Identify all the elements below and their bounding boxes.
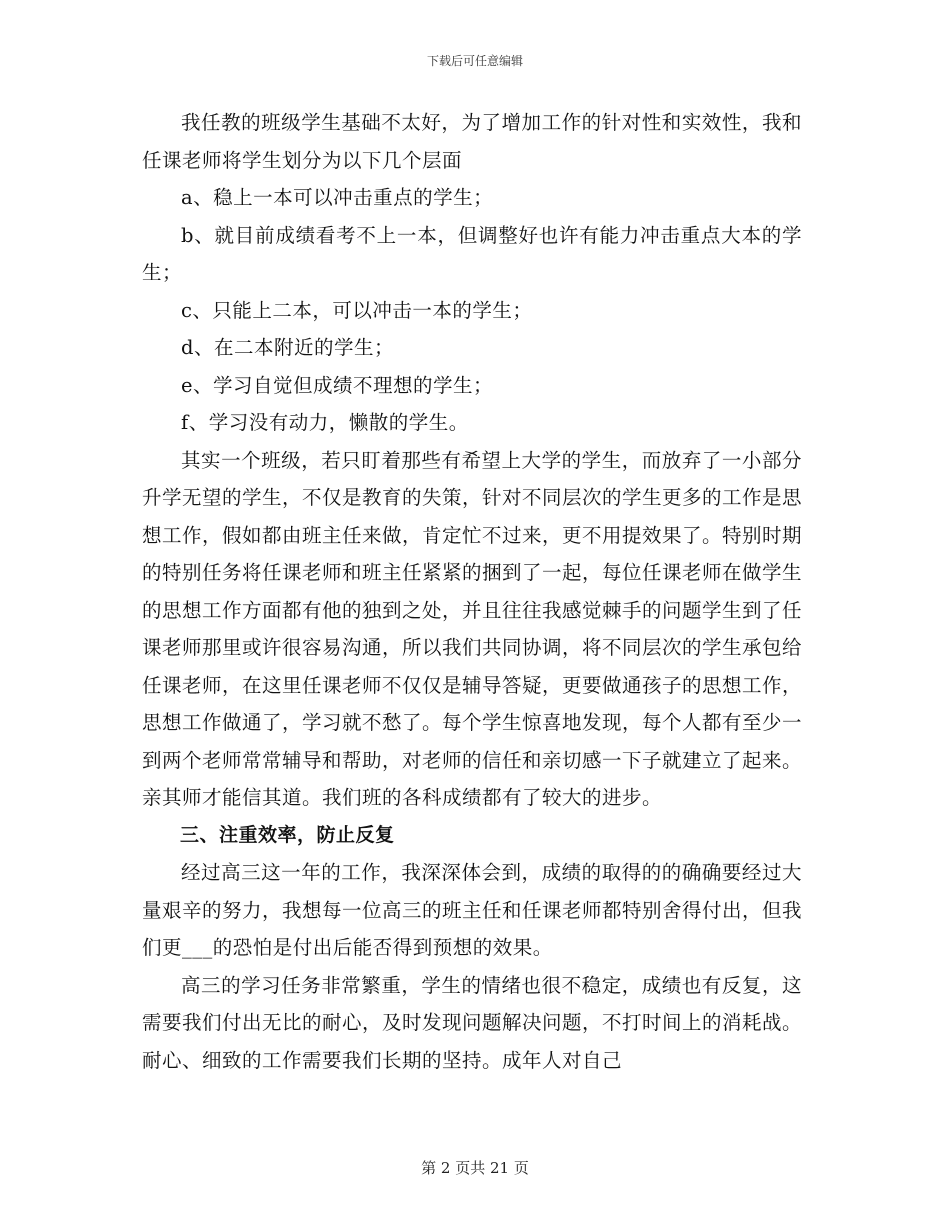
page-footer: 第 2 页共 21 页: [421, 1159, 529, 1177]
page-header: 下载后可任意编辑: [426, 54, 523, 68]
list-item-f: f、学习没有动力，懒散的学生。: [181, 411, 469, 434]
section-heading: 三、注重效率，防止反复: [180, 823, 395, 846]
list-item-a: a、稳上一本可以冲击重点的学生；: [181, 186, 494, 209]
paragraph: 我任教的班级学生基础不太好，为了增加工作的针对性和实效性，我和任课老师将学生划分为以下几个层面: [142, 111, 802, 172]
paragraph: 高三的学习任务非常繁重，学生的情绪也很不稳定，成绩也有反复，这需要我们付出无比的耐心，及时发现问题解决问题，不打时间上的消耗战。耐心、细致的工作需要我们长期的坚持。成年人对自己: [142, 973, 803, 1072]
paragraph: 经过高三这一年的工作，我深深体会到，成绩的取得的的确确要经过大量艰辛的努力，我想每一位高三的班主任和任课老师都特别舍得付出，但我们更___的恐怕是付出后能否得到预想的效果。: [142, 861, 803, 959]
list-item-c: c、只能上二本，可以冲击一本的学生；: [181, 298, 533, 322]
list-item-e: e、学习自觉但成绩不理想的学生；: [181, 373, 494, 397]
paragraph: 其实一个班级，若只盯着那些有希望上大学的学生，而放弃了一小部分升学无望的学生，不仅是教育的失策，针对不同层次的学生更多的工作是思想工作，假如都由班主任来做，肯定忙不过来，更不用提效果了。特别时期的特别任务将任课老师和班主任紧紧的捆到了一起，每位任课老师在做学生的思想工作方面都有他的独到之处，并且往往我感觉棘手的问题学生到了任课老师那里或许很容易沟通，所以我们共同协调，将不同层次的学生承包给任课老师，在这里任课老师不仅仅是辅导答疑，更要做通孩子的思想工作，思想工作做通了，学习就不愁了。每个学生惊喜地发现，每个人都有至少一到两个老师常常辅导和帮助，对老师的信任和亲切感一下子就建立了起来。亲其师才能信其道。我们班的各科成绩都有了较大的进步。: [142, 448, 803, 809]
list-item-b: b、就目前成绩看考不上一本，但调整好也许有能力冲击重点大本的学生；: [142, 223, 802, 284]
list-item-d: d、在二本附近的学生；: [181, 336, 394, 359]
document-body: [142, 104, 802, 1079]
